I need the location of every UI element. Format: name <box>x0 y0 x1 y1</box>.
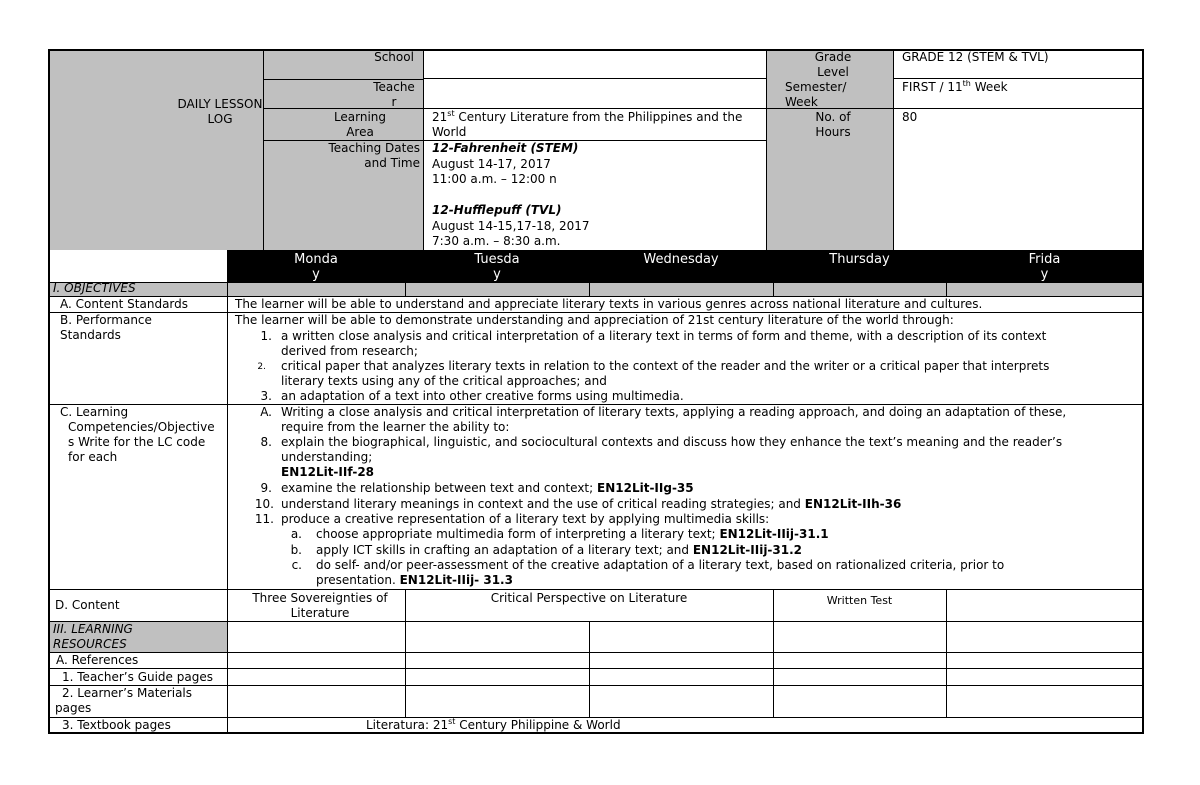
competency-11: produce a creative representation of a literary text by applying multimedia skills: <box>281 512 770 526</box>
page-title: DAILY LESSON LOG <box>177 97 263 126</box>
semester-week-value: FIRST / 11th Week <box>902 79 1008 94</box>
teachers-guide-label: 1. Teacher’s Guide pages <box>62 670 213 684</box>
performance-standards-label: B. Performance Standards <box>60 313 152 342</box>
competency-11a-code: EN12Lit-IIij-31.1 <box>719 527 829 541</box>
section2-name: 12-Hufflepuff (TVL) <box>432 203 562 217</box>
competency-10-code: EN12Lit-IIh-36 <box>804 497 902 511</box>
competency-11c-code: EN12Lit-IIij- 31.3 <box>399 573 513 587</box>
resources-heading: III. LEARNING RESOURCES <box>53 622 133 651</box>
competency-11b: apply ICT skills in crafting an adaptation of a literary text; and EN12Lit-IIij-31.2 <box>316 543 803 557</box>
grade-level-value: GRADE 12 (STEM & TVL) <box>902 50 1049 64</box>
competency-8-code: EN12Lit-IIf-28 <box>281 465 375 479</box>
content-standards-text: The learner will be able to understand and appreciate literary texts in various genres across national literature and cultures. <box>235 297 983 311</box>
performance-item-1: a written close analysis and critical interpretation of a literary text in terms of form and theme, with a description of its context derived from research; <box>281 329 1047 358</box>
section2-dates: August 14-15,17-18, 2017 <box>432 218 590 233</box>
competency-11c: do self- and/or peer-assessment of the creative adaptation of a literary text, based on rationalized criteria, prior to presentation. EN12Lit-IIij- 31.3 <box>316 558 1005 587</box>
section1-time: 11:00 a.m. – 12:00 n <box>432 172 557 186</box>
competency-9-code: EN12Lit-IIg-35 <box>597 481 694 495</box>
references-label: A. References <box>56 653 139 667</box>
competency-11b-code: EN12Lit-IIij-31.2 <box>692 543 803 557</box>
grade-level-label: Grade Level <box>814 50 852 79</box>
learning-area-label: Learning Area <box>333 110 387 139</box>
content-tue-wed: Critical Perspective on Literature <box>490 591 688 605</box>
hours-label: No. of Hours <box>815 110 851 139</box>
hours-value: 80 <box>902 110 918 124</box>
teacher-label: Teache r <box>373 80 415 109</box>
competency-intro: Writing a close analysis and critical interpretation of literary texts, applying a reading approach, and doing an adaptation of these, require from the learner the ability to: <box>281 405 1067 434</box>
content-monday: Three Sovereignties of Literature <box>252 591 388 620</box>
table-outer-border <box>48 49 1144 734</box>
day-tuesday: Tuesda y <box>474 252 520 282</box>
content-label: D. Content <box>55 598 120 612</box>
performance-item-3: an adaptation of a text into other creative forms using multimedia. <box>281 389 684 403</box>
section2-time: 7:30 a.m. – 8:30 a.m. <box>432 234 561 248</box>
teaching-dates-label: Teaching Dates and Time <box>328 141 420 170</box>
competency-9: examine the relationship between text and context; EN12Lit-IIg-35 <box>281 481 694 495</box>
learning-area-value: 21st Century Literature from the Philippines and the World <box>432 109 743 139</box>
competency-10: understand literary meanings in context and the use of critical reading strategies; and EN12Lit-IIh-36 <box>281 497 902 511</box>
learners-materials-label: 2. Learner’s Materials pages <box>55 686 193 715</box>
learning-competencies-label: C. Learning Competencies/Objective s Write for the LC code for each <box>60 405 215 464</box>
textbook-value: Literatura: 21st Century Philippine & World <box>366 717 621 732</box>
section1-dates: August 14-17, 2017 <box>432 156 551 171</box>
day-thursday: Thursday <box>829 252 890 267</box>
content-standards-label: A. Content Standards <box>60 297 189 311</box>
performance-standards-intro: The learner will be able to demonstrate understanding and appreciation of 21st century literature of the world through: <box>235 313 954 327</box>
objectives-heading: I. OBJECTIVES <box>53 281 136 295</box>
competency-11a: choose appropriate multimedia form of interpreting a literary text; EN12Lit-IIij-31.1 <box>316 527 829 541</box>
semester-week-label: Semester/ Week <box>785 80 847 109</box>
day-friday: Frida y <box>1028 252 1061 282</box>
performance-item-2: critical paper that analyzes literary texts in relation to the context of the reader and the writer or a critical paper that interprets literary texts using any of the critical approaches; and <box>281 359 1050 388</box>
day-monday: Monda y <box>294 252 338 282</box>
school-label: School <box>374 50 414 64</box>
section1-name: 12-Fahrenheit (STEM) <box>432 141 579 155</box>
content-thursday: Written Test <box>826 594 893 607</box>
day-wednesday: Wednesday <box>643 252 719 267</box>
competency-8: explain the biographical, linguistic, and sociocultural contexts and discuss how they enhance the text’s meaning and the reader’s understanding; EN12Lit-IIf-28 <box>281 435 1063 479</box>
textbook-label: 3. Textbook pages <box>62 718 171 732</box>
